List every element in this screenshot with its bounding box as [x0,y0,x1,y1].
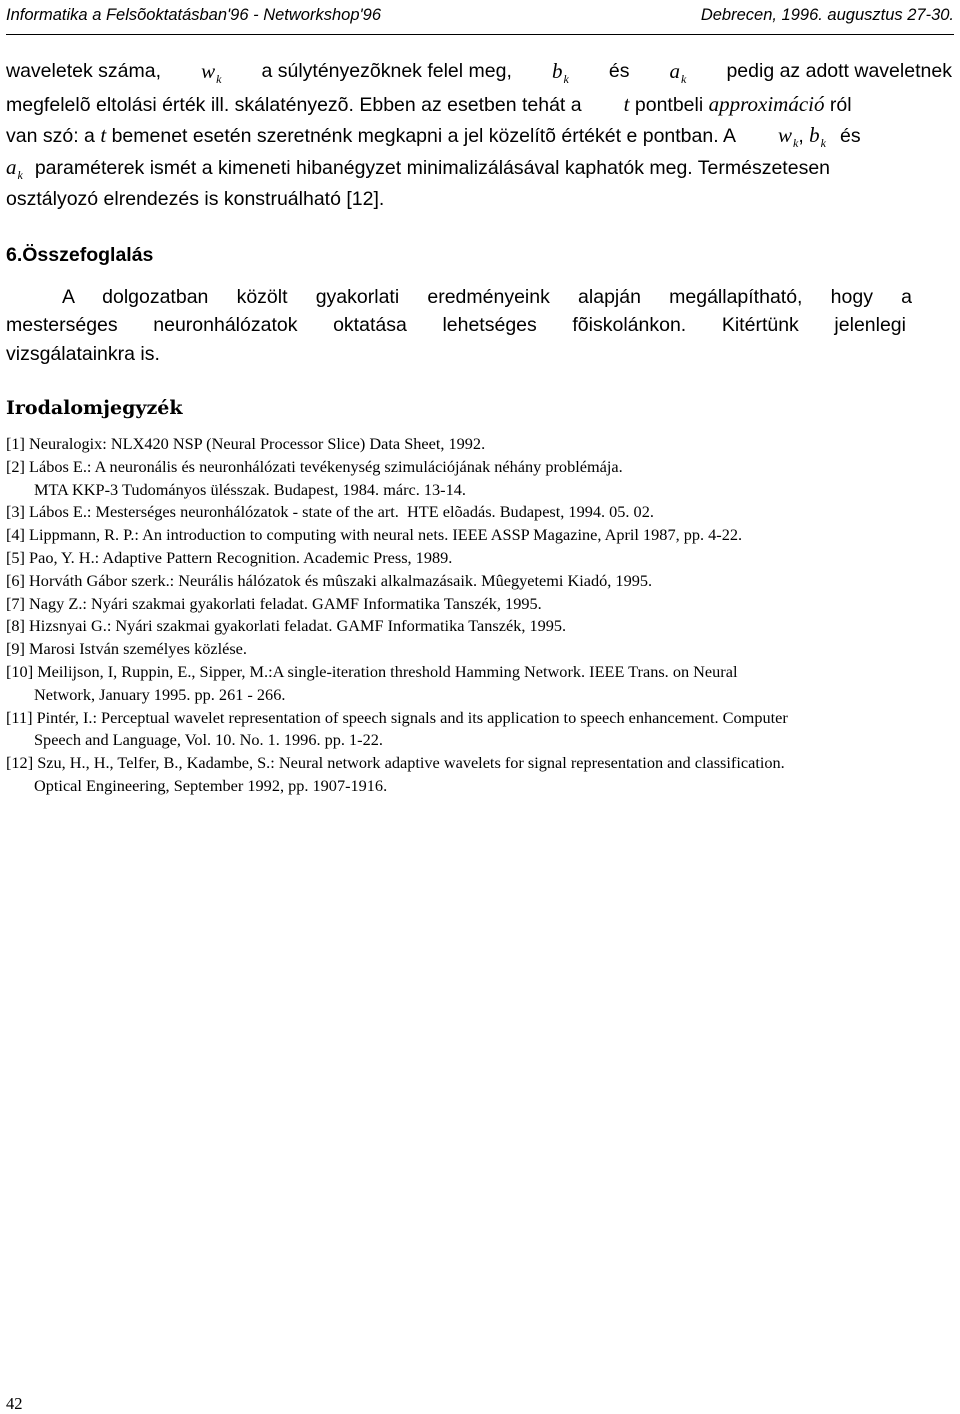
text-run: a súlytényezõknek felel meg, [261,60,512,82]
summary-line-1: A dolgozatban közölt gyakorlati eredményeink alapján megállapítható, hogy a [62,286,912,308]
paragraph-line-1 [6,58,952,87]
reference-item: [5] Pao, Y. H.: Adaptive Pattern Recognition. Academic Press, 1989. [6,547,453,567]
reference-item: [4] Lippmann, R. P.: An introduction to computing with neural nets. IEEE ASSP Magazine, April 1987, pp. 4-22. [6,525,743,545]
reference-list [6,433,954,798]
text-run: bemenet esetén szeretnénk megkapni a jel közelítõ értékét e pontban. A [111,125,736,147]
paragraph-line-5: osztályozó elrendezés is konstruálható [12]. [6,188,385,210]
math-w-k: $w_k$ [201,59,222,86]
text-run: waveletek száma, [6,60,161,82]
math-t: t [100,123,107,147]
reference-item: [2] Lábos E.: A neuronális és neuronhálózati tevékenység szimulációjának néhány problémája. MTA KKP-3 Tudományos ülésszak. Budapest, 1984. márc. 13-14. [6,456,623,499]
paragraph-line-2 [6,91,952,118]
reference-item: [9] Marosi István személyes közlése. [6,639,247,659]
reference-item: [10] Meilijson, I, Ruppin, E., Sipper, M.:A single-iteration threshold Hamming Network. IEEE Trans. on Neural Network, January 1995. pp. 261 - 266. [6,661,738,704]
text-run: , [798,125,804,147]
reference-item: [7] Nagy Z.: Nyári szakmai gyakorlati feladat. GAMF Informatika Tanszék, 1995. [6,593,542,613]
text-run: ról [829,94,852,116]
header-conference-title: Informatika a Felsõoktatásban'96 - Networkshop'96 [6,6,381,24]
reference-item: [12] Szu, H., H., Telfer, B., Kadambe, S.: Neural network adaptive wavelets for signal representation and classification. Optical Engineering, September 1992, pp. 1907-1916. [6,753,785,795]
section-heading-summary: 6.Összefoglalás [6,244,154,266]
reference-item: [3] Lábos E.: Mesterséges neuronhálózatok - state of the art. HTE elõadás. Budapest, 1994. 05. 02. [6,502,654,522]
math-a-k: $a_k$ [669,59,687,86]
reference-item: [6] Horváth Gábor szerk.: Neurális hálózatok és mûszaki alkalmazásaik. Mûegyetemi Kiadó, 1995. [6,570,653,590]
reference-item: [11] Pintér, I.: Perceptual wavelet representation of speech signals and its application to speech enhancement. Computer Speech and Language, Vol. 10. No. 1. 1996. pp. 1-22. [6,707,788,750]
running-header [6,4,954,35]
text-run: van szó: a [6,125,95,147]
text-run: paraméterek ismét a kimeneti hibanégyzet minimalizálásával kaphatók meg. Természetesen [34,157,831,179]
text-run: és [608,60,630,82]
reference-item: [8] Hizsnyai G.: Nyári szakmai gyakorlati feladat. GAMF Informatika Tanszék, 1995. [6,616,567,636]
reference-item: [1] Neuralogix: NLX420 NSP (Neural Processor Slice) Data Sheet, 1992. [6,434,486,453]
text-run: megfelelõ eltolási érték ill. skálatényezõ. Ebben az esetben tehát a [6,94,582,116]
math-w-k: $w_k$ [777,123,799,150]
header-place-date: Debrecen, 1996. augusztus 27-30. [700,6,954,24]
math-t: t [623,92,630,116]
page-number: 42 [6,1394,23,1413]
summary-line-2: mesterséges neuronhálózatok oktatása lehetséges fõiskolánkon. Kitértünk jelenlegi [6,314,906,336]
text-run: pedig az adott waveletnek [726,60,952,82]
math-b-k: $b_k$ [809,123,826,150]
summary-line-3: vizsgálatainkra is. [6,343,160,365]
math-a-k: $a_k$ [6,155,23,182]
math-b-k: $b_k$ [551,59,569,86]
italic-term: approximáció [708,92,825,116]
text-run: és [840,125,861,147]
text-run: pontbeli [634,94,704,116]
paragraph-line-4 [6,154,952,183]
paragraph-line-3 [6,122,952,151]
references-heading: Irodalomjegyzék [6,397,183,419]
